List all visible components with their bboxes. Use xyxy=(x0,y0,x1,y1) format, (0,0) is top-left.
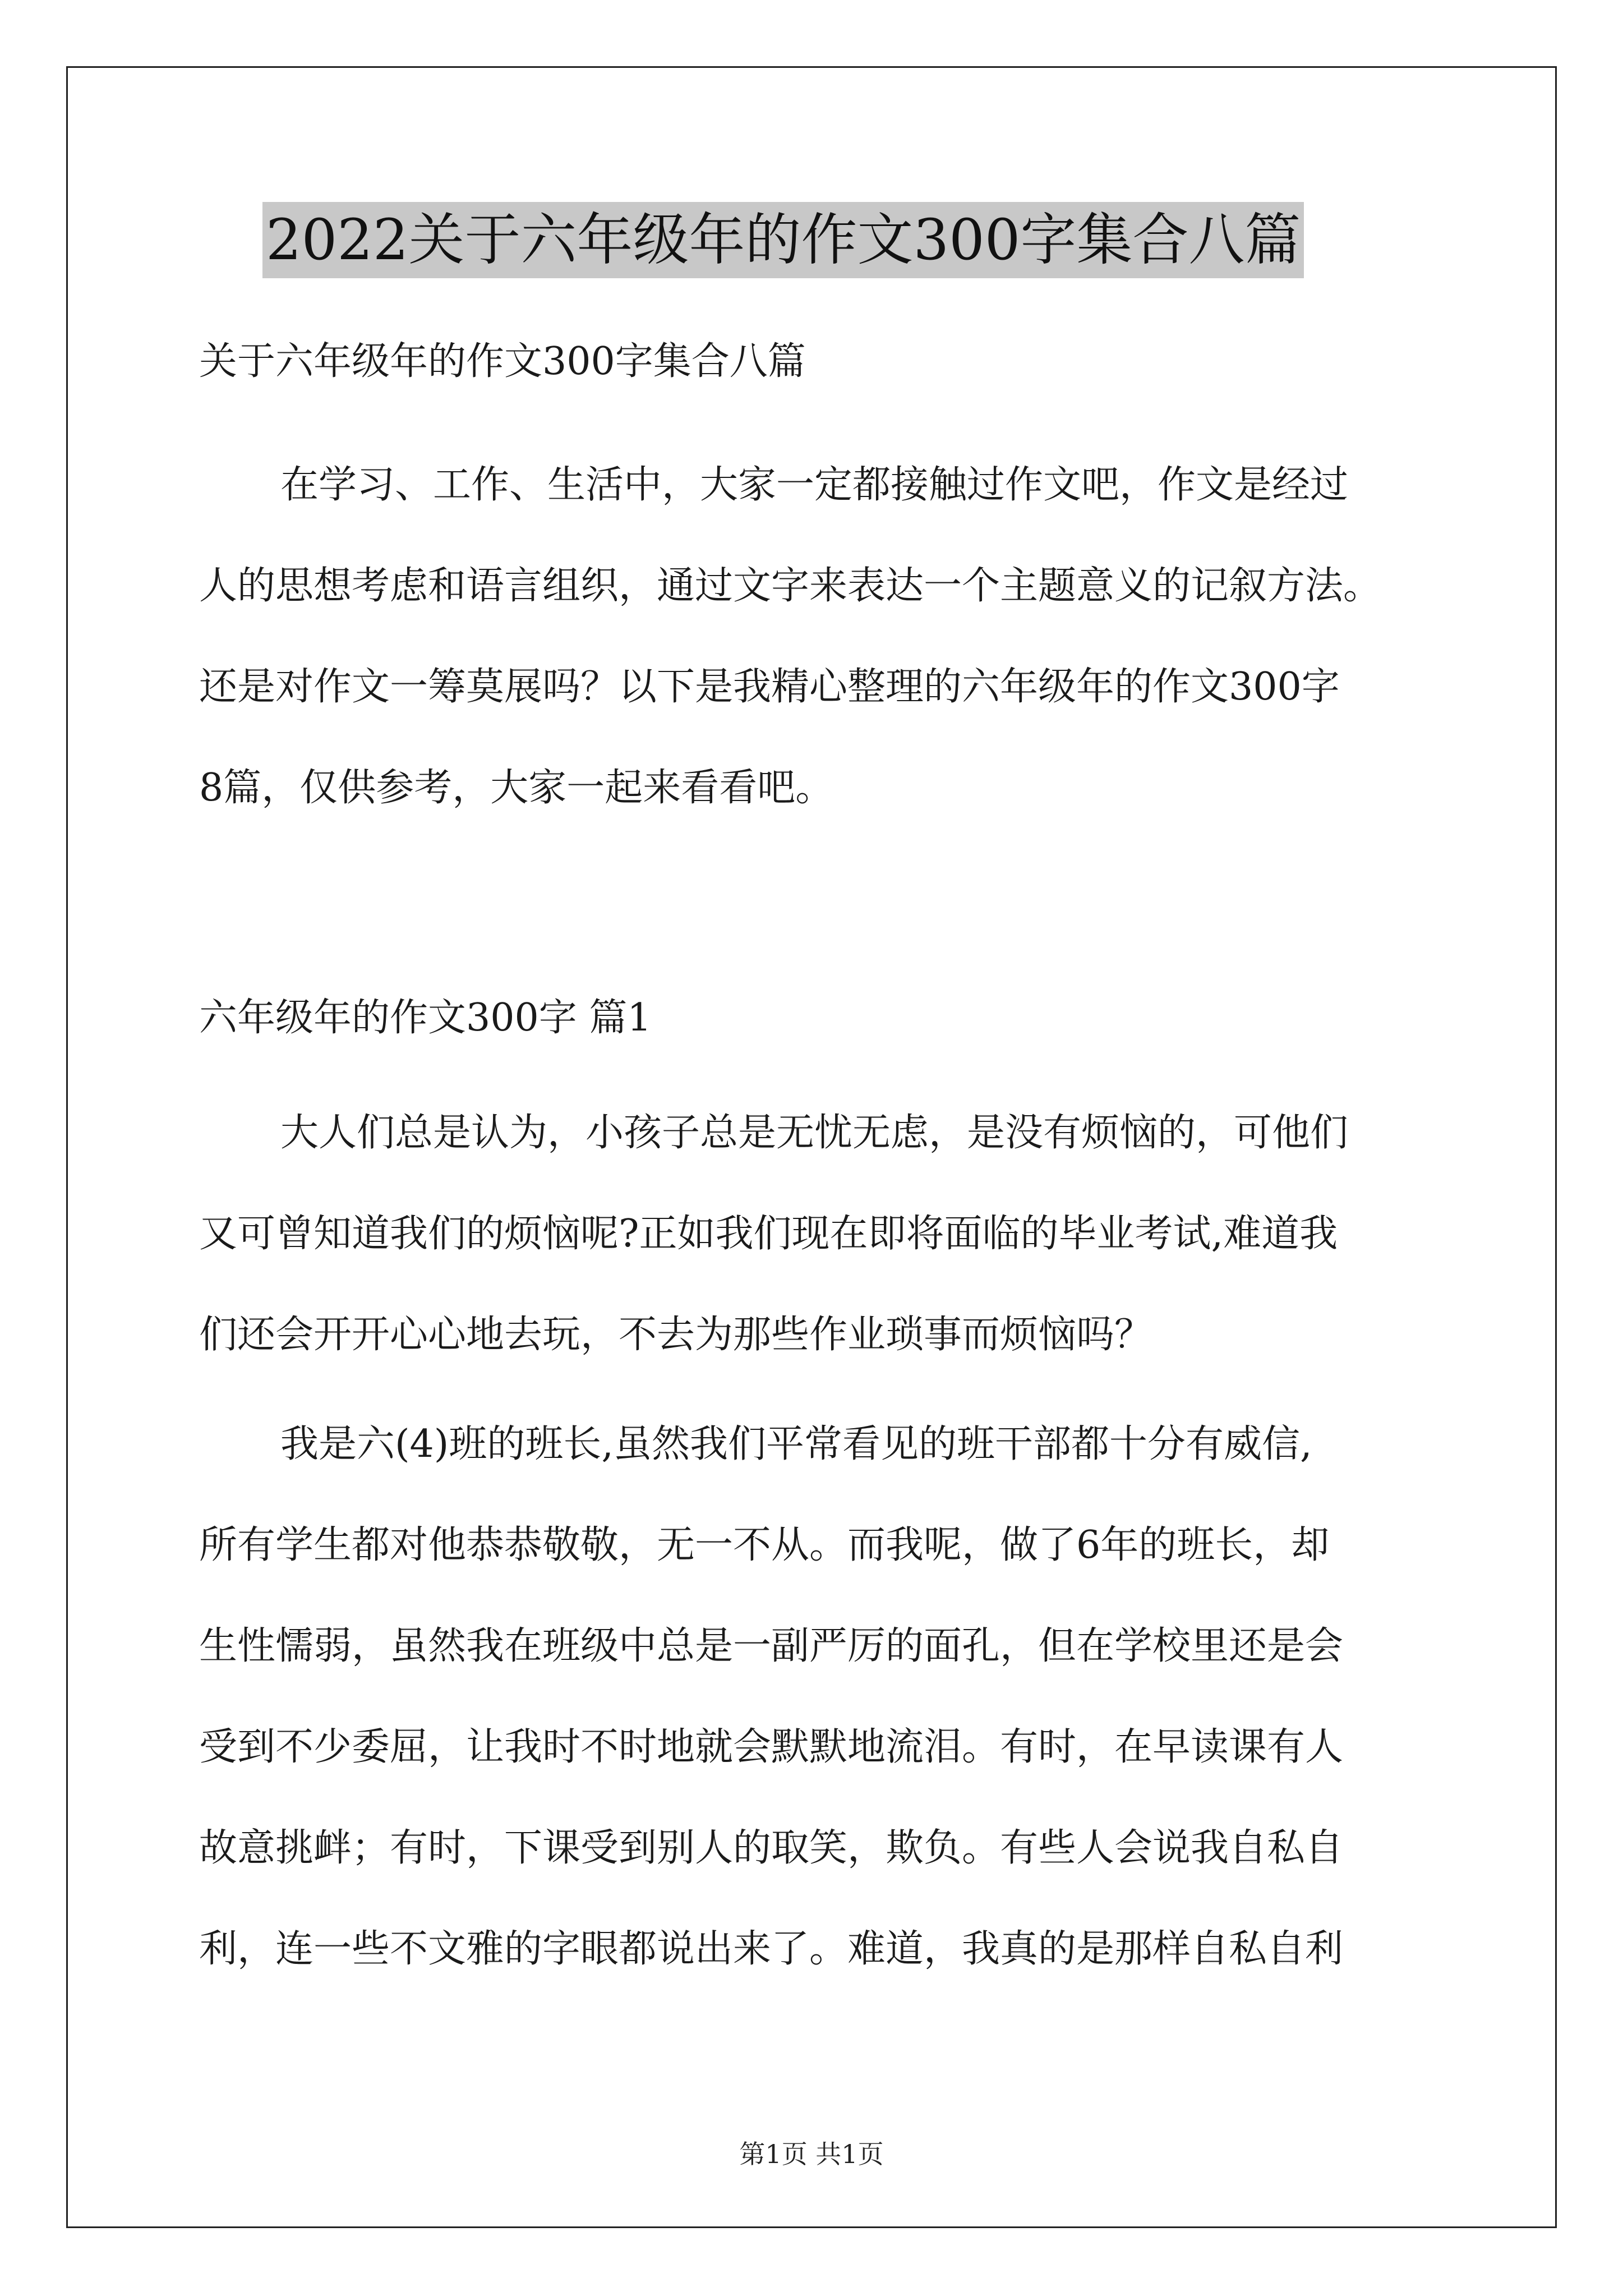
document-title: 2022关于六年级年的作文300字集合八篇 xyxy=(262,202,1304,278)
section-heading: 六年级年的作文300字 篇1 xyxy=(199,996,652,1040)
paragraph-line: 利，连一些不文雅的字眼都说出来了。难道，我真的是那样自私自利 xyxy=(199,1927,1344,1971)
paragraph-line: 生性懦弱，虽然我在班级中总是一副严厉的面孔，但在学校里还是会 xyxy=(199,1624,1344,1668)
intro-line: 人的思想考虑和语言组织，通过文字来表达一个主题意义的记叙方法。 xyxy=(199,564,1382,608)
paragraph-line: 们还会开开心心地去玩，不去为那些作业琐事而烦恼吗？ xyxy=(199,1313,1153,1357)
paragraph-line: 故意挑衅；有时，下课受到别人的取笑，欺负。有些人会说我自私自 xyxy=(199,1826,1344,1870)
document-subtitle: 关于六年级年的作文300字集合八篇 xyxy=(199,339,806,384)
paragraph-line: 所有学生都对他恭恭敬敬，无一不从。而我呢，做了6年的班长，却 xyxy=(199,1523,1330,1567)
intro-line: 在学习、工作、生活中，大家一定都接触过作文吧，作文是经过 xyxy=(280,463,1349,507)
page-footer: 第1页 共1页 xyxy=(739,2139,884,2169)
paragraph-line: 受到不少委屈，让我时不时地就会默默地流泪。有时，在早读课有人 xyxy=(199,1725,1344,1769)
paragraph-line: 我是六(4)班的班长,虽然我们平常看见的班干部都十分有威信, xyxy=(280,1422,1312,1466)
intro-line: 还是对作文一筹莫展吗？以下是我精心整理的六年级年的作文300字 xyxy=(199,665,1340,709)
paragraph-line: 又可曾知道我们的烦恼呢?正如我们现在即将面临的毕业考试,难道我 xyxy=(199,1212,1338,1256)
paragraph-line: 大人们总是认为，小孩子总是无忧无虑，是没有烦恼的，可他们 xyxy=(280,1111,1349,1155)
intro-line: 8篇，仅供参考，大家一起来看看吧。 xyxy=(199,766,834,810)
